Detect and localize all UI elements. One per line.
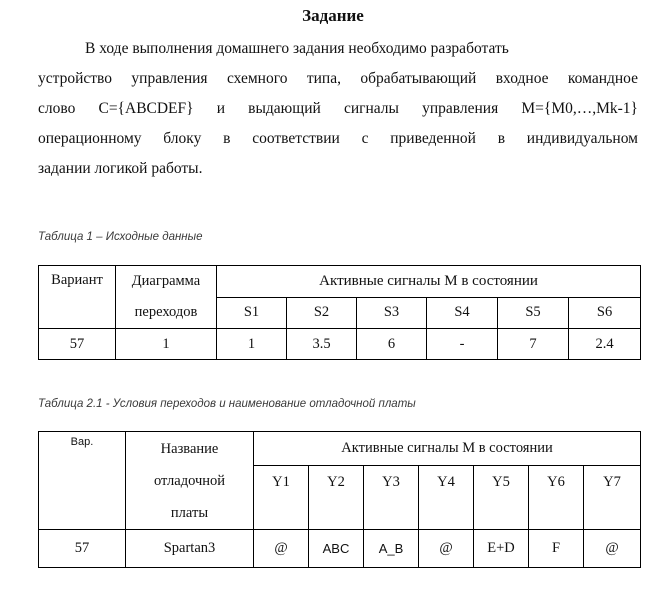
header-diagram [116, 266, 217, 329]
cell-s4: - [427, 329, 498, 360]
cell-s5: 7 [498, 329, 569, 360]
cell-s1: 1 [217, 329, 287, 360]
header-active-signals: Активные сигналы M в состоянии [254, 432, 641, 466]
header-board-name [126, 432, 254, 530]
header-state-s4: S4 [427, 297, 498, 329]
header-state-y7: Y7 [584, 466, 641, 530]
page-title: Задание [302, 6, 364, 25]
cell-s6: 2.4 [569, 329, 641, 360]
header-board-name-line-1: Название [160, 441, 219, 457]
cell-y4: @ [419, 530, 474, 568]
paragraph-line-1: В ходе выполнения домашнего задания необходимо разработать [85, 40, 509, 57]
cell-y1: @ [254, 530, 309, 568]
header-board-name-line-2: отладочной [153, 473, 226, 489]
header-state-s1: S1 [217, 297, 287, 329]
cell-y7: @ [584, 530, 641, 568]
cell-variant: 57 [39, 329, 116, 360]
header-state-y6: Y6 [529, 466, 584, 530]
table2-caption: Таблица 2.1 - Условия переходов и наименование отладочной платы [38, 398, 416, 410]
header-state-s5: S5 [498, 297, 569, 329]
table-row [39, 329, 641, 360]
header-state-s2: S2 [287, 297, 357, 329]
source-data-table [38, 265, 641, 360]
table1-caption: Таблица 1 – Исходные данные [38, 231, 203, 243]
paragraph-line-2: устройство управления схемного типа, обрабатывающий входное командное [38, 70, 638, 87]
header-variant: Вариант [39, 266, 116, 329]
cell-diagram: 1 [116, 329, 217, 360]
header-board-name-line-3: платы [170, 505, 209, 521]
cell-var: 57 [39, 530, 126, 568]
cell-y6: F [529, 530, 584, 568]
header-active-signals: Активные сигналы M в состоянии [217, 266, 641, 298]
header-state-y2: Y2 [309, 466, 364, 530]
header-state-y1: Y1 [254, 466, 309, 530]
paragraph-line-4: операционному блоку в соответствии с приведенной в индивидуальном [38, 130, 638, 147]
cell-s2: 3.5 [287, 329, 357, 360]
header-state-y3: Y3 [364, 466, 419, 530]
cell-y3: A_B [364, 530, 419, 568]
paragraph-line-5: задании логикой работы. [38, 160, 203, 177]
header-state-s3: S3 [357, 297, 427, 329]
cell-y5: E+D [474, 530, 529, 568]
paragraph-line-3: слово C={ABCDEF} и выдающий сигналы управления M={M0,…,Mk-1} [38, 100, 638, 117]
header-diagram-line-1: Диаграмма [131, 273, 201, 289]
header-state-y5: Y5 [474, 466, 529, 530]
header-diagram-line-2: переходов [134, 304, 198, 320]
task-paragraph [38, 34, 638, 184]
table-row [39, 530, 641, 568]
header-state-y4: Y4 [419, 466, 474, 530]
header-state-s6: S6 [569, 297, 641, 329]
header-var: Вар. [39, 432, 126, 530]
cell-board-name: Spartan3 [126, 530, 254, 568]
cell-s3: 6 [357, 329, 427, 360]
cell-y2: ABC [309, 530, 364, 568]
transitions-table [38, 431, 641, 568]
